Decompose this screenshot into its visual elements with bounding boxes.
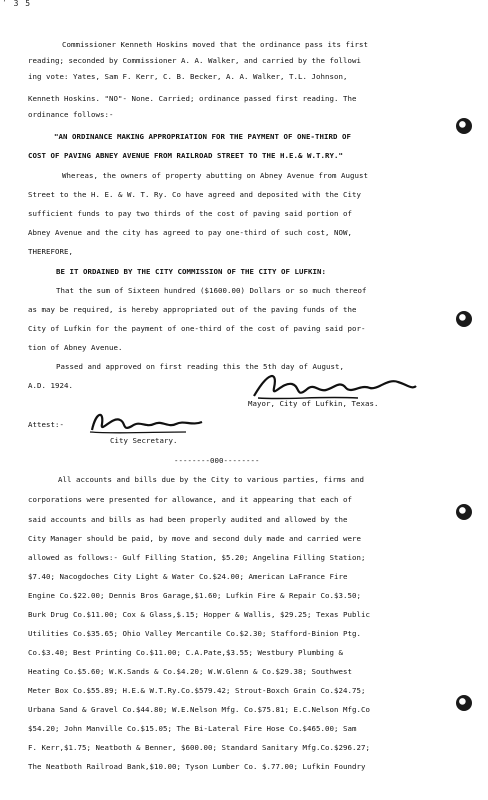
- text-line: All accounts and bills due by the City to various parties, firms and: [58, 475, 364, 484]
- corner-mark: ʹ 3 5: [2, 0, 32, 8]
- text-line: Commissioner Kenneth Hoskins moved that the ordinance pass its first: [62, 40, 368, 49]
- text-line: That the sum of Sixteen hundred ($1600.00) Dollars or so much thereof: [56, 286, 367, 295]
- text-line: Passed and approved on first reading this the 5th day of August,: [56, 362, 344, 371]
- text-line: The Neatboth Railroad Bank,$10.00; Tyson Lumber Co. $.77.00; Lufkin Foundry: [28, 762, 366, 771]
- punch-hole-icon: [456, 504, 472, 520]
- punch-hole-icon: [456, 311, 472, 327]
- text-line: Mayor, City of Lufkin, Texas.: [248, 399, 379, 408]
- text-line: Burk Drug Co.$11.00; Cox & Glass,$.15; Hopper & Wallis, $29.25; Texas Public: [28, 610, 370, 619]
- text-line: reading; seconded by Commissioner A. A. Walker, and carried by the followi: [28, 56, 361, 65]
- text-line: Heating Co.$5.60; W.K.Sands & Co.$4.20; W.W.Glenn & Co.$29.38; Southwest: [28, 667, 352, 676]
- text-line: City of Lufkin for the payment of one-third of the cost of paving said por-: [28, 324, 366, 333]
- text-line: Kenneth Hoskins. "NO"- None. Carried; ordinance passed first reading. The: [28, 94, 357, 103]
- mayor-signature: [248, 368, 418, 402]
- text-line: City Secretary.: [110, 436, 178, 445]
- text-line: Engine Co.$22.00; Dennis Bros Garage,$1.60; Lufkin Fire & Repair Co.$3.50;: [28, 591, 361, 600]
- punch-hole-icon: [456, 695, 472, 711]
- text-line: Whereas, the owners of property abutting on Abney Avenue from August: [62, 171, 368, 180]
- text-line: allowed as follows:- Gulf Filling Station, $5.20; Angelina Filling Station;: [28, 553, 366, 562]
- text-line: THEREFORE,: [28, 247, 73, 256]
- text-line: ordinance follows:-: [28, 110, 114, 119]
- text-line: Abney Avenue and the city has agreed to pay one-third of such cost, NOW,: [28, 228, 352, 237]
- text-line: Co.$3.40; Best Printing Co.$11.00; C.A.Pate,$3.55; Westbury Plumbing &: [28, 648, 343, 657]
- text-line: as may be required, is hereby appropriated out of the paving funds of the: [28, 305, 357, 314]
- text-line: BE IT ORDAINED BY THE CITY COMMISSION OF THE CITY OF LUFKIN:: [56, 267, 326, 276]
- text-line: $54.20; John Manville Co.$15.05; The Bi-Lateral Fire Hose Co.$465.00; Sam: [28, 724, 357, 733]
- text-line: F. Kerr,$1.75; Neatboth & Benner, $600.00; Standard Sanitary Mfg.Co.$296.27;: [28, 743, 370, 752]
- text-line: City Manager should be paid, by move and second duly made and carried were: [28, 534, 361, 543]
- text-line: Utilities Co.$35.65; Ohio Valley Mercantile Co.$2.30; Stafford-Binion Ptg.: [28, 629, 361, 638]
- text-line: Meter Box Co.$55.89; H.E.& W.T.Ry.Co.$579.42; Strout-Boxch Grain Co.$24.75;: [28, 686, 366, 695]
- text-line: Urbana Sand & Gravel Co.$44.80; W.E.Nelson Mfg. Co.$75.81; E.C.Nelson Mfg.Co: [28, 705, 370, 714]
- text-line: A.D. 1924.: [28, 381, 73, 390]
- text-line: "AN ORDINANCE MAKING APPROPRIATION FOR THE PAYMENT OF ONE-THIRD OF: [54, 132, 351, 141]
- city-secretary-signature: [86, 406, 206, 436]
- text-line: COST OF PAVING ABNEY AVENUE FROM RAILROAD STREET TO THE H.E.& W.T.RY.": [28, 151, 343, 160]
- punch-hole-icon: [456, 118, 472, 134]
- text-line: corporations were presented for allowance, and it appearing that each of: [28, 495, 352, 504]
- text-line: said accounts and bills as had been properly audited and allowed by the: [28, 515, 348, 524]
- text-line: ing vote: Yates, Sam F. Kerr, C. B. Becker, A. A. Walker, T.L. Johnson,: [28, 72, 348, 81]
- text-line: $7.40; Nacogdoches City Light & Water Co.$24.00; American LaFrance Fire: [28, 572, 348, 581]
- text-line: tion of Abney Avenue.: [28, 343, 123, 352]
- text-line: sufficient funds to pay two thirds of the cost of paving said portion of: [28, 209, 352, 218]
- text-line: Attest:-: [28, 420, 64, 429]
- text-line: --------000--------: [174, 456, 260, 465]
- text-line: Street to the H. E. & W. T. Ry. Co have agreed and deposited with the City: [28, 190, 361, 199]
